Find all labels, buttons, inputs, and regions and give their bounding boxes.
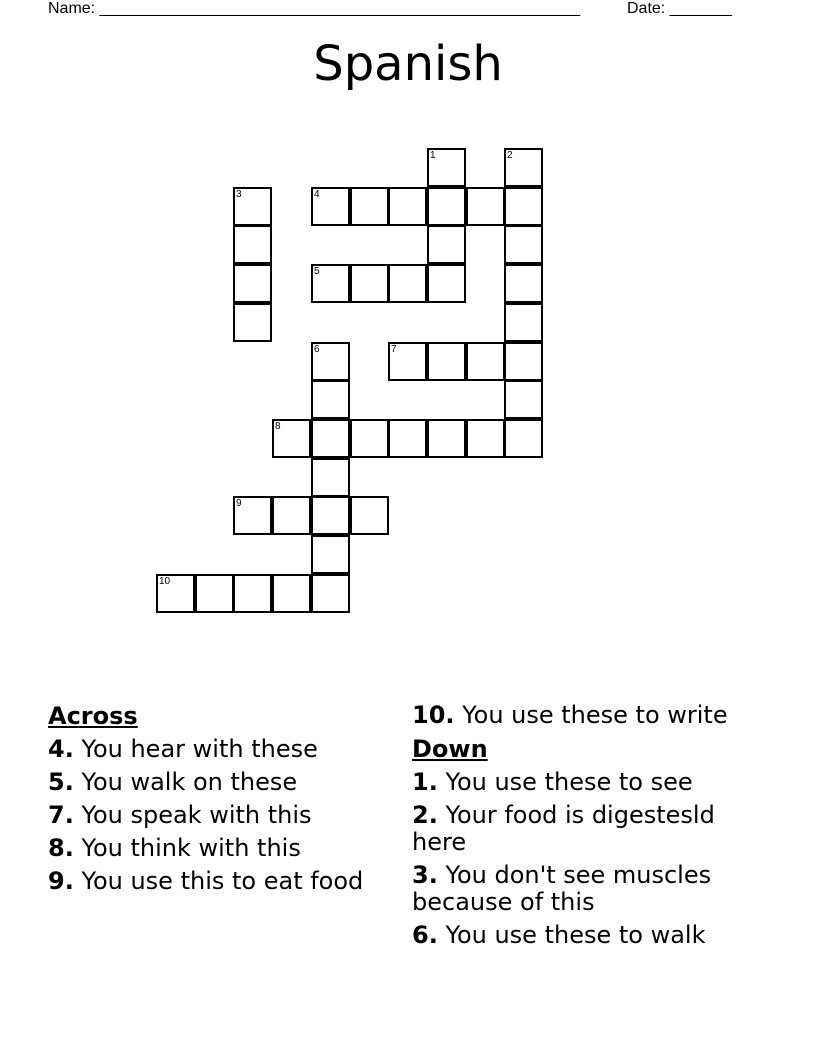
down-clue: 3. You don't see muscles because of this — [412, 861, 712, 916]
across-clue: 8. You think with this — [48, 834, 301, 862]
crossword-cell[interactable] — [466, 419, 505, 458]
crossword-cell[interactable] — [427, 225, 466, 264]
crossword-cell[interactable] — [311, 419, 350, 458]
crossword-cell[interactable] — [311, 264, 350, 303]
date-field-label: Date: _______ — [627, 0, 732, 17]
clue-number: 2 — [507, 150, 513, 161]
crossword-cell[interactable] — [350, 496, 389, 535]
across-clue: 7. You speak with this — [48, 801, 312, 829]
crossword-cell[interactable] — [427, 419, 466, 458]
clue-number: 5 — [314, 266, 320, 277]
crossword-cell[interactable] — [350, 419, 389, 458]
crossword-cell[interactable] — [466, 187, 505, 226]
crossword-cell[interactable] — [388, 419, 427, 458]
crossword-cell[interactable] — [388, 187, 427, 226]
across-clue: 5. You walk on these — [48, 768, 298, 796]
crossword-cell[interactable] — [427, 342, 466, 381]
crossword-cell[interactable] — [195, 574, 234, 613]
clue-number: 8 — [275, 421, 281, 432]
crossword-cell[interactable] — [233, 496, 272, 535]
clue-number: 4 — [314, 189, 320, 200]
crossword-cell[interactable] — [156, 574, 195, 613]
clue-number: 10 — [159, 576, 171, 587]
clue-number: 7 — [391, 344, 397, 355]
crossword-cell[interactable] — [311, 380, 350, 419]
crossword-cell[interactable] — [504, 419, 543, 458]
across-clue: 9. You use this to eat food — [48, 867, 364, 895]
crossword-cell[interactable] — [233, 187, 272, 226]
crossword-cell[interactable] — [233, 574, 272, 613]
crossword-cell[interactable] — [272, 496, 311, 535]
crossword-cell[interactable] — [233, 225, 272, 264]
down-clue: 6. You use these to walk — [412, 921, 706, 949]
crossword-cell[interactable] — [504, 380, 543, 419]
crossword-cell[interactable] — [504, 342, 543, 381]
down-clue: 2. Your food is digestesld here — [412, 801, 715, 856]
crossword-cell[interactable] — [466, 342, 505, 381]
across-heading: Across — [48, 702, 138, 730]
clue-number: 9 — [236, 498, 242, 509]
crossword-cell[interactable] — [311, 187, 350, 226]
crossword-cell[interactable] — [504, 148, 543, 187]
crossword-cell[interactable] — [504, 225, 543, 264]
crossword-cell[interactable] — [233, 264, 272, 303]
page-title: Spanish — [313, 36, 503, 92]
clue-number: 3 — [236, 189, 242, 200]
clue-number: 1 — [430, 150, 436, 161]
crossword-cell[interactable] — [427, 187, 466, 226]
crossword-cell[interactable] — [311, 342, 350, 381]
crossword-cell[interactable] — [350, 187, 389, 226]
clues-column-left — [48, 702, 368, 901]
across-clue: 4. You hear with these — [48, 735, 318, 763]
clue-number: 6 — [314, 344, 320, 355]
crossword-cell[interactable] — [427, 148, 466, 187]
crossword-cell[interactable] — [504, 264, 543, 303]
crossword-cell[interactable] — [388, 342, 427, 381]
crossword-cell[interactable] — [311, 535, 350, 574]
crossword-cell[interactable] — [388, 264, 427, 303]
name-field-label: Name: ______________________________________________________ — [48, 0, 581, 17]
down-clue: 1. You use these to see — [412, 768, 693, 796]
crossword-cell[interactable] — [504, 303, 543, 342]
across-clue: 10. You use these to write — [412, 701, 728, 729]
down-heading: Down — [412, 735, 488, 763]
clues-column-right — [412, 702, 772, 955]
crossword-cell[interactable] — [427, 264, 466, 303]
crossword-cell[interactable] — [233, 303, 272, 342]
crossword-cell[interactable] — [350, 264, 389, 303]
crossword-cell[interactable] — [504, 187, 543, 226]
crossword-cell[interactable] — [272, 574, 311, 613]
crossword-cell[interactable] — [311, 458, 350, 497]
crossword-cell[interactable] — [311, 496, 350, 535]
crossword-cell[interactable] — [311, 574, 350, 613]
crossword-cell[interactable] — [272, 419, 311, 458]
